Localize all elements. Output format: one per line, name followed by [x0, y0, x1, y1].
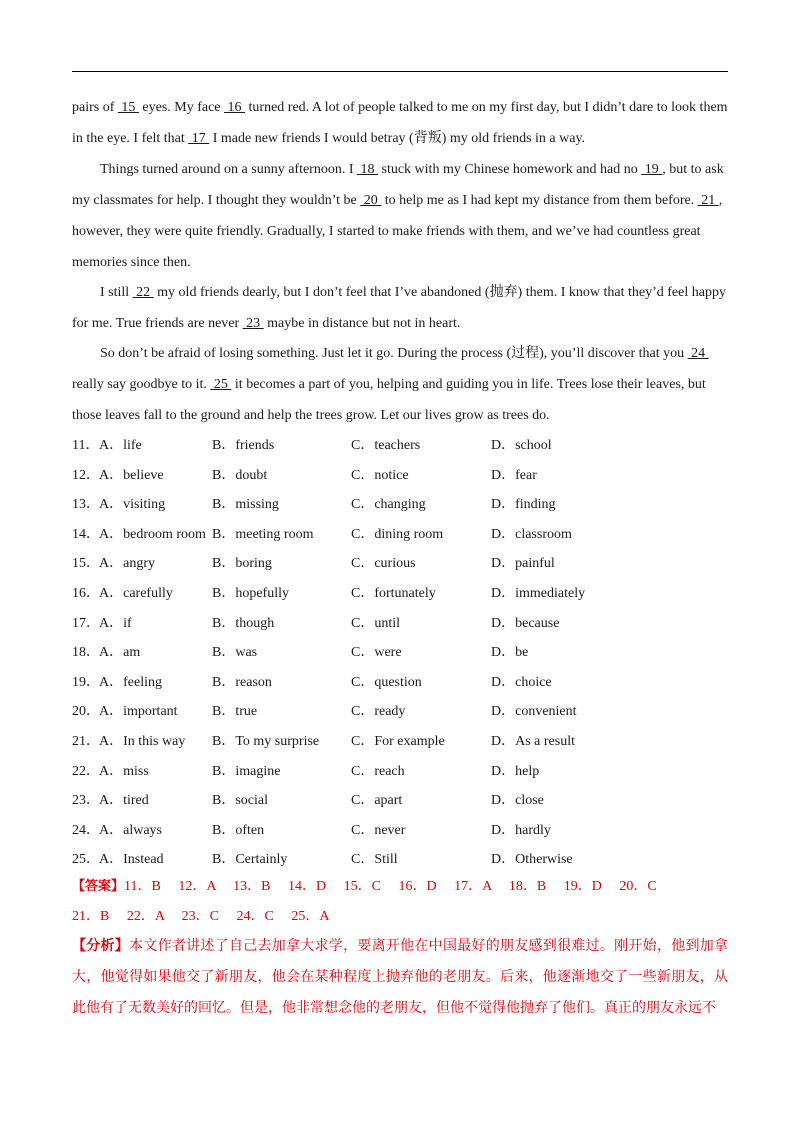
- question-number: 15．: [72, 556, 100, 572]
- option-b[interactable]: B．To my surprise: [212, 733, 320, 749]
- answer-line-1: [72, 872, 728, 902]
- option-c[interactable]: C．ready: [351, 704, 406, 720]
- option-c[interactable]: C．notice: [351, 467, 409, 483]
- passage-text: pairs of: [72, 100, 118, 115]
- option-b[interactable]: B．friends: [212, 438, 275, 453]
- option-d[interactable]: D．fear: [491, 467, 537, 483]
- passage-text: stuck with my Chinese homework and had no: [378, 162, 642, 177]
- answer-key: [72, 872, 728, 931]
- option-a[interactable]: A．Instead: [99, 852, 164, 868]
- option-a[interactable]: A．miss: [99, 763, 149, 779]
- analysis-text: 本文作者讲述了自己去加拿大求学，要离开他在中国最好的朋友感到很难过。刚开始，他到加拿大，他觉得如果他交了新朋友，他会在某种程度上抛弃他的老朋友。后来，他逐渐地交了一些新朋友，从此他有了无数美好的回忆。但是，他非常想念他的老朋友，但他不觉得他抛弃了他们。真正的朋友永远不: [72, 938, 729, 1016]
- passage-text: it becomes a part of you, helping and guiding you in life. Trees lose their leaves, but those leaves fall to the ground and help the trees grow. Let our lives grow as trees do.: [72, 377, 706, 423]
- option-c[interactable]: C．curious: [351, 556, 416, 572]
- question-row-24: [72, 816, 728, 846]
- option-a[interactable]: A．In this way: [99, 733, 186, 749]
- option-c[interactable]: C．until: [351, 615, 401, 631]
- option-c[interactable]: C．dining room: [351, 526, 444, 542]
- blank-15[interactable]: 15: [117, 100, 139, 115]
- blank-21[interactable]: 21: [697, 193, 719, 208]
- question-number: 18．: [72, 645, 100, 661]
- option-a[interactable]: A．always: [99, 822, 162, 838]
- question-number: 25．: [72, 852, 100, 868]
- question-row-25: [72, 845, 728, 875]
- option-c[interactable]: C．apart: [351, 793, 403, 809]
- option-d[interactable]: D．choice: [491, 674, 552, 690]
- option-d[interactable]: D．painful: [491, 556, 555, 572]
- blank-22[interactable]: 22: [132, 285, 154, 300]
- passage-paragraph-2: [72, 154, 728, 278]
- blank-19[interactable]: 19: [641, 162, 663, 177]
- question-number: 13．: [72, 497, 100, 513]
- option-d[interactable]: D．Otherwise: [491, 852, 573, 868]
- option-b[interactable]: B．doubt: [212, 467, 268, 483]
- option-a[interactable]: A．feeling: [99, 674, 162, 690]
- option-c[interactable]: C．Still: [351, 852, 398, 868]
- option-b[interactable]: B．missing: [212, 497, 279, 513]
- option-a[interactable]: A．life: [99, 438, 142, 453]
- passage-text: Things turned around on a sunny afternoon. I: [100, 162, 357, 177]
- passage-paragraph-1: [72, 92, 728, 154]
- option-d[interactable]: D．close: [491, 793, 544, 809]
- question-number: 22．: [72, 763, 100, 779]
- option-d[interactable]: D．help: [491, 763, 540, 779]
- option-b[interactable]: B．often: [212, 822, 265, 838]
- passage-text: I still: [100, 285, 133, 300]
- option-c[interactable]: C．question: [351, 674, 422, 690]
- passage-text: really say goodbye to it.: [72, 377, 211, 392]
- option-d[interactable]: D．immediately: [491, 585, 586, 601]
- option-b[interactable]: B．meeting room: [212, 526, 314, 542]
- passage-text: So don’t be afraid of losing something. Just let it go. During the process (过程), you’ll discover that you: [100, 346, 688, 361]
- blank-17[interactable]: 17: [188, 131, 210, 146]
- question-row-20: [72, 697, 728, 727]
- option-b[interactable]: B．social: [212, 793, 268, 809]
- question-row-19: [72, 668, 728, 698]
- option-c[interactable]: C．reach: [351, 763, 405, 779]
- question-row-14: [72, 520, 728, 550]
- passage-text: to help me as I had kept my distance from them before.: [381, 193, 698, 208]
- header-rule: [72, 71, 728, 72]
- option-d[interactable]: D．finding: [491, 497, 556, 513]
- option-a[interactable]: A．if: [99, 615, 132, 631]
- option-a[interactable]: A．believe: [99, 467, 164, 483]
- blank-18[interactable]: 18: [357, 162, 378, 177]
- option-d[interactable]: D．be: [491, 645, 529, 661]
- question-row-13: [72, 490, 728, 520]
- question-row-21: [72, 727, 728, 757]
- question-row-17: [72, 609, 728, 639]
- answer-tag: 【答案】: [72, 879, 125, 894]
- option-c[interactable]: C．were: [351, 645, 402, 661]
- blank-20[interactable]: 20: [360, 193, 382, 208]
- option-b[interactable]: B．Certainly: [212, 852, 288, 868]
- option-c[interactable]: C．For example: [351, 733, 445, 749]
- options-list: [72, 431, 728, 875]
- analysis: [72, 931, 728, 1024]
- question-number: 23．: [72, 793, 100, 809]
- answer-line-2: [72, 902, 728, 932]
- answer-text: 11．B 12．A 13．B 14．D 15．C 16．D 17．A 18．B 19．D 20．C: [124, 879, 657, 894]
- option-b[interactable]: B．was: [212, 645, 258, 661]
- option-b[interactable]: B．true: [212, 704, 258, 720]
- option-d[interactable]: D．convenient: [491, 704, 577, 720]
- blank-25[interactable]: 25: [210, 377, 232, 392]
- passage-text: , but to ask my classmates for help. I thought they wouldn’t be: [72, 162, 724, 208]
- option-b[interactable]: B．reason: [212, 674, 272, 690]
- question-row-12: [72, 461, 728, 491]
- blank-24[interactable]: 24: [687, 346, 709, 361]
- option-a[interactable]: A．tired: [99, 793, 149, 809]
- option-d[interactable]: D．school: [491, 438, 552, 453]
- option-d[interactable]: D．As a result: [491, 733, 575, 749]
- passage-text: turned red. A lot of people talked to me on my first day, but I didn’t dare to look them in the eye. I felt that: [72, 100, 728, 146]
- question-number: 19．: [72, 674, 100, 690]
- passage-text: my old friends dearly, but I don’t feel that I’ve abandoned (抛弃) them. I know that they’d feel happy for me. True friends are never: [72, 285, 726, 331]
- option-b[interactable]: B．hopefully: [212, 585, 289, 601]
- question-number: 20．: [72, 704, 100, 720]
- question-row-11: [72, 431, 728, 461]
- question-row-23: [72, 786, 728, 816]
- option-c[interactable]: C．teachers: [351, 438, 421, 453]
- option-a[interactable]: A．important: [99, 704, 178, 720]
- option-c[interactable]: C．changing: [351, 497, 426, 513]
- option-c[interactable]: C．fortunately: [351, 585, 436, 601]
- blank-23[interactable]: 23: [242, 316, 264, 331]
- question-number: 21．: [72, 733, 100, 749]
- option-d[interactable]: D．classroom: [491, 526, 572, 542]
- passage-paragraph-4: [72, 338, 728, 431]
- answer-text: 21．B 22．A 23．C 24．C 25．A: [72, 908, 330, 924]
- passage-text: maybe in distance but not in heart.: [263, 316, 461, 331]
- option-a[interactable]: A．angry: [99, 556, 155, 572]
- option-b[interactable]: B．though: [212, 615, 275, 631]
- passage-paragraph-3: [72, 277, 728, 339]
- question-row-18: [72, 638, 728, 668]
- blank-16[interactable]: 16: [224, 100, 246, 115]
- question-number: 11．: [72, 438, 100, 453]
- option-d[interactable]: D．because: [491, 615, 560, 631]
- option-a[interactable]: A．visiting: [99, 497, 166, 513]
- option-c[interactable]: C．never: [351, 822, 406, 838]
- passage-text: I made new friends I would betray (背叛) my old friends in a way.: [209, 131, 586, 146]
- question-row-16: [72, 579, 728, 609]
- option-d[interactable]: D．hardly: [491, 822, 551, 838]
- question-number: 12．: [72, 467, 100, 483]
- passage-text: , however, they were quite friendly. Gradually, I started to make friends with them, and we’ve had countless great memories since then.: [72, 193, 723, 270]
- question-number: 14．: [72, 526, 100, 542]
- question-number: 16．: [72, 585, 100, 601]
- option-a[interactable]: A．am: [99, 645, 141, 661]
- passage-text: eyes. My face: [138, 100, 225, 115]
- option-a[interactable]: A．bedroom room: [99, 526, 206, 542]
- question-number: 17．: [72, 615, 100, 631]
- question-number: 24．: [72, 822, 100, 838]
- question-row-15: [72, 549, 728, 579]
- option-a[interactable]: A．carefully: [99, 585, 173, 601]
- analysis-tag: 【分析】: [72, 938, 130, 954]
- question-row-22: [72, 757, 728, 787]
- option-b[interactable]: B．boring: [212, 556, 272, 572]
- option-b[interactable]: B．imagine: [212, 763, 281, 779]
